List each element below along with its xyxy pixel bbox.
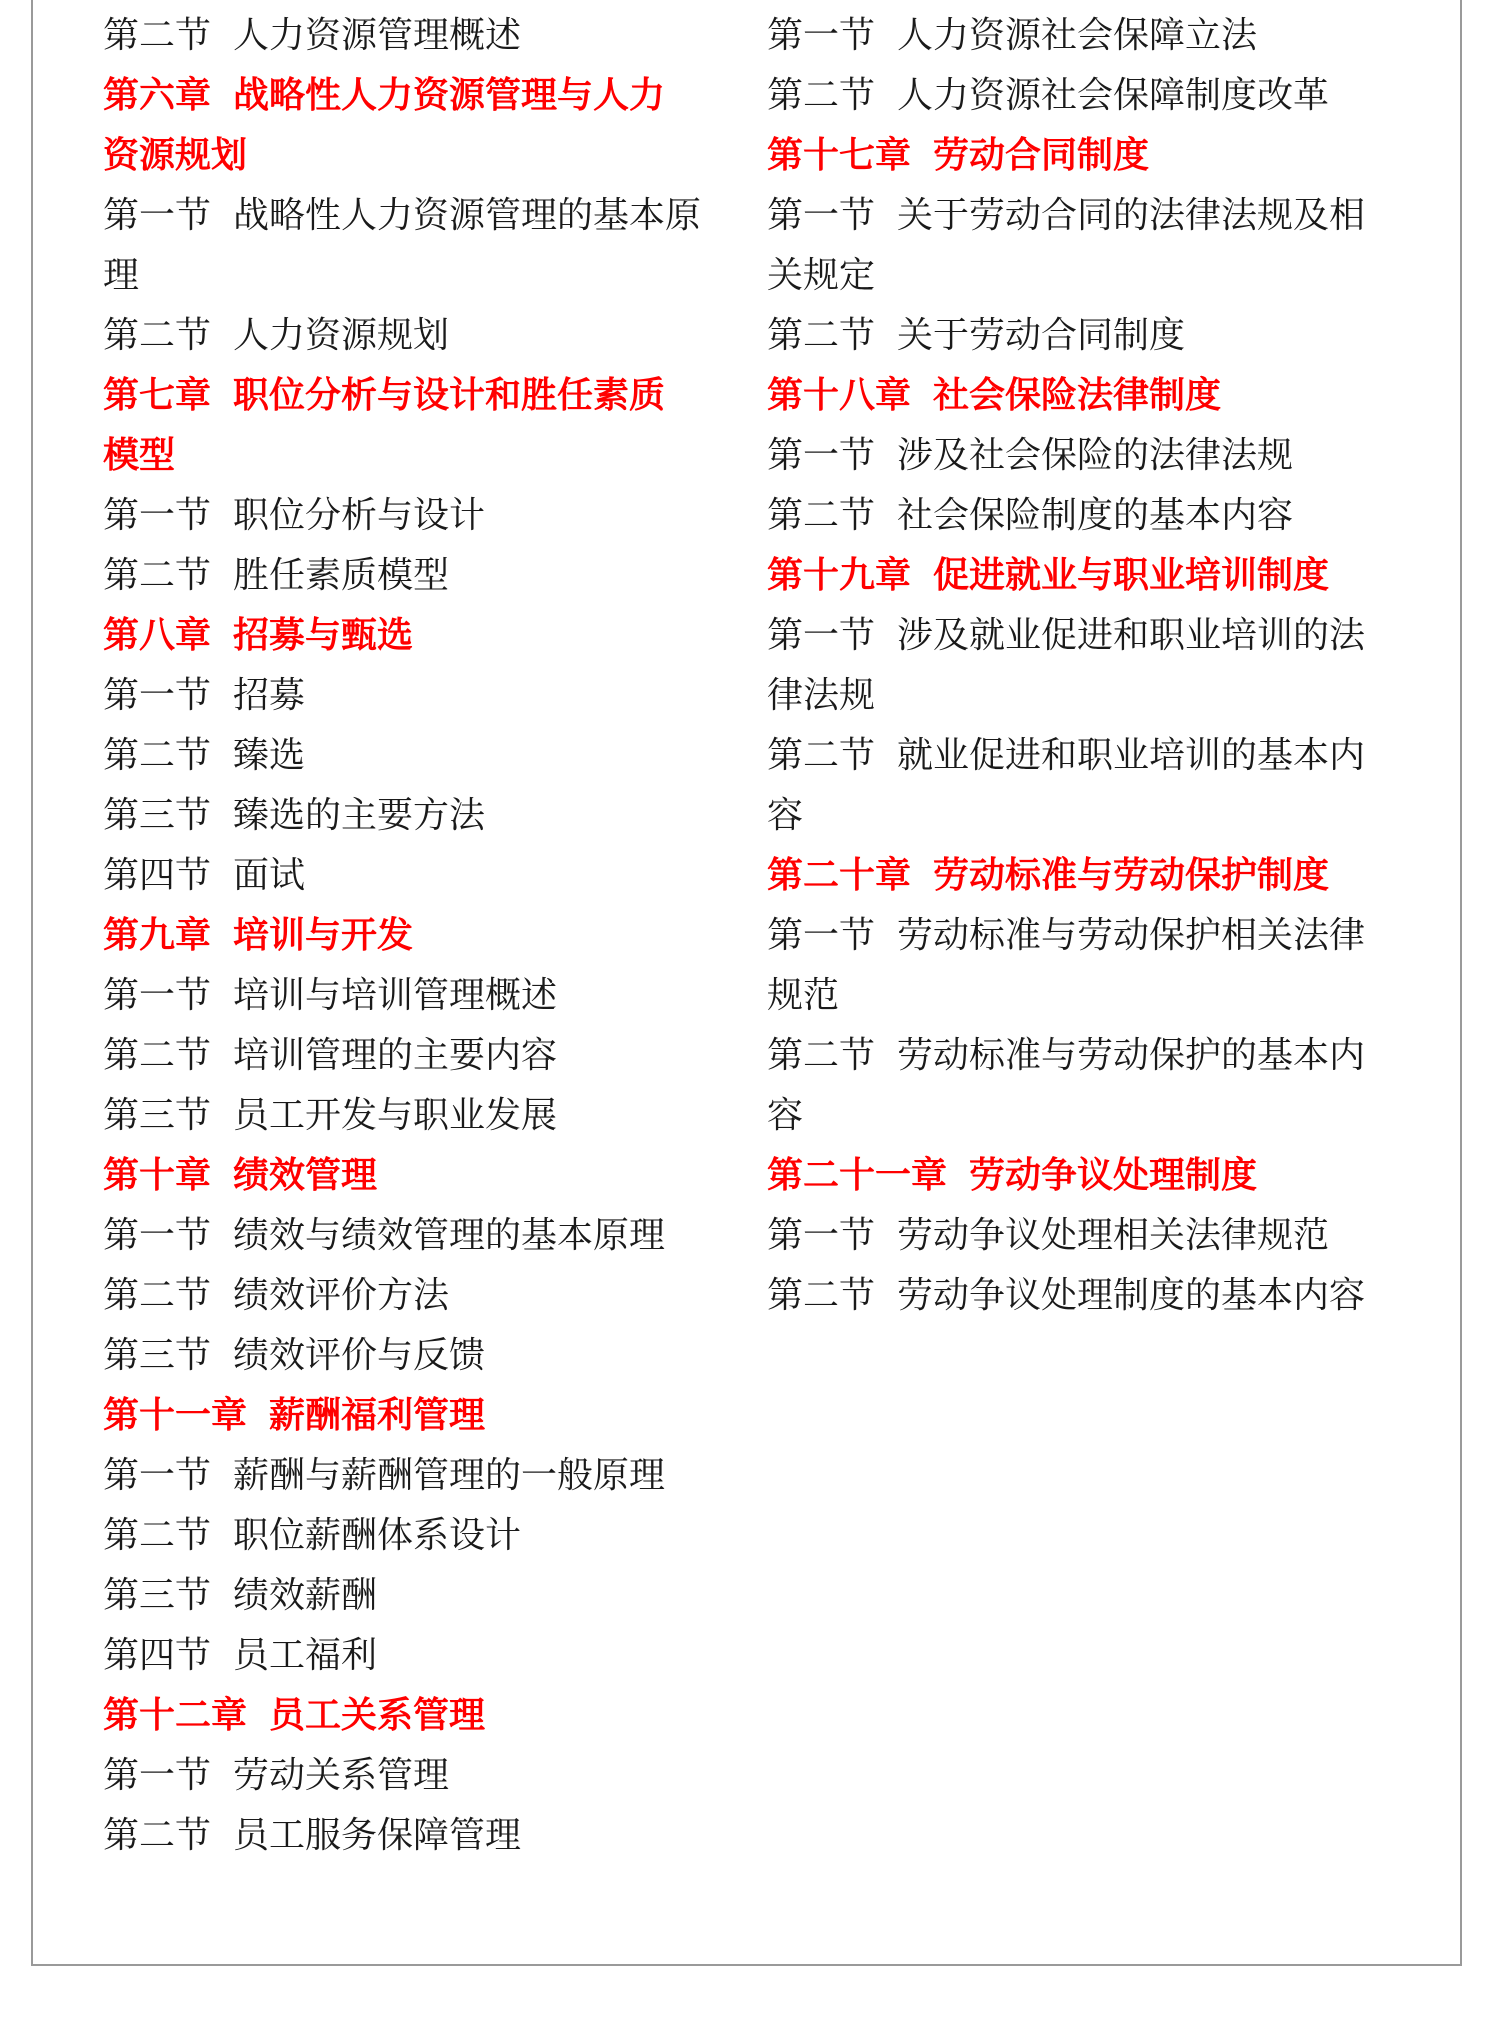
chapter-title: 战略性人力资源管理与人力: [233, 75, 666, 116]
section-number: 第一节: [103, 1755, 212, 1796]
toc-section-entry: [103, 1266, 733, 1326]
toc-chapter-heading: [767, 846, 1407, 906]
toc-section-entry: [103, 1806, 733, 1866]
section-number: 第一节: [767, 615, 876, 656]
chapter-number: 第十八章: [767, 375, 912, 416]
section-number: 第一节: [103, 1455, 212, 1496]
section-number: 第二节: [767, 495, 876, 536]
toc-chapter-heading: [103, 66, 733, 126]
chapter-title: 模型: [103, 435, 176, 476]
section-title: 绩效评价方法: [233, 1275, 450, 1316]
chapter-title: 职位分析与设计和胜任素质: [233, 375, 666, 416]
toc-section-entry: [103, 1746, 733, 1806]
toc-chapter-heading: [767, 546, 1407, 606]
section-title: 职位薪酬体系设计: [233, 1515, 522, 1556]
section-title: 劳动关系管理: [233, 1755, 450, 1796]
toc-section-entry: [767, 486, 1407, 546]
toc-chapter-heading: [103, 1686, 733, 1746]
toc-chapter-heading: [103, 426, 733, 486]
chapter-number: 第十一章: [103, 1395, 248, 1436]
section-title: 绩效评价与反馈: [233, 1335, 486, 1376]
section-number: 第一节: [103, 675, 212, 716]
section-number: 第三节: [103, 1575, 212, 1616]
section-title: 劳动标准与劳动保护相关法律: [897, 915, 1366, 956]
toc-section-entry: [103, 666, 733, 726]
toc-section-entry: [103, 1446, 733, 1506]
chapter-number: 第十章: [103, 1155, 212, 1196]
section-title: 人力资源规划: [233, 315, 450, 356]
chapter-number: 第八章: [103, 615, 212, 656]
section-title: 容: [767, 1095, 804, 1136]
section-title: 社会保险制度的基本内容: [897, 495, 1294, 536]
toc-section-entry: [103, 966, 733, 1026]
toc-section-entry: [103, 306, 733, 366]
section-title: 战略性人力资源管理的基本原: [233, 195, 702, 236]
toc-section-entry: [767, 66, 1407, 126]
toc-chapter-heading: [103, 366, 733, 426]
section-number: 第一节: [103, 195, 212, 236]
toc-section-entry: [103, 6, 733, 66]
section-title: 绩效薪酬: [233, 1575, 378, 1616]
toc-section-entry: [103, 1086, 733, 1146]
toc-chapter-heading: [767, 126, 1407, 186]
section-title: 关于劳动合同的法律法规及相: [897, 195, 1366, 236]
toc-section-entry: [103, 1206, 733, 1266]
section-title: 人力资源管理概述: [233, 15, 522, 56]
section-number: 第一节: [767, 15, 876, 56]
toc-chapter-heading: [103, 906, 733, 966]
section-number: 第二节: [103, 1515, 212, 1556]
toc-chapter-heading: [767, 1146, 1407, 1206]
chapter-title: 劳动争议处理制度: [969, 1155, 1258, 1196]
section-title: 臻选的主要方法: [233, 795, 486, 836]
toc-section-entry: [767, 6, 1407, 66]
section-title: 培训管理的主要内容: [233, 1035, 558, 1076]
section-title: 绩效与绩效管理的基本原理: [233, 1215, 666, 1256]
chapter-number: 第十九章: [767, 555, 912, 596]
section-number: 第二节: [103, 1035, 212, 1076]
section-number: 第三节: [103, 795, 212, 836]
toc-chapter-heading: [103, 126, 733, 186]
chapter-title: 薪酬福利管理: [269, 1395, 486, 1436]
section-number: 第一节: [767, 195, 876, 236]
toc-section-entry: [103, 1326, 733, 1386]
section-number: 第一节: [767, 435, 876, 476]
section-number: 第一节: [103, 975, 212, 1016]
toc-section-entry: [103, 786, 733, 846]
section-title: 招募: [233, 675, 306, 716]
section-number: 第二节: [103, 1275, 212, 1316]
section-number: 第一节: [103, 495, 212, 536]
section-title: 涉及社会保险的法律法规: [897, 435, 1294, 476]
toc-section-entry: [103, 486, 733, 546]
section-number: 第三节: [103, 1335, 212, 1376]
section-title: 规范: [767, 975, 840, 1016]
section-title: 理: [103, 255, 140, 296]
chapter-number: 第六章: [103, 75, 212, 116]
toc-section-entry: [767, 606, 1407, 666]
section-title: 劳动标准与劳动保护的基本内: [897, 1035, 1366, 1076]
toc-section-entry: [767, 666, 1407, 726]
section-title: 胜任素质模型: [233, 555, 450, 596]
section-title: 律法规: [767, 675, 876, 716]
section-title: 关规定: [767, 255, 876, 296]
toc-section-entry: [767, 1206, 1407, 1266]
toc-section-entry: [767, 906, 1407, 966]
toc-section-entry: [103, 846, 733, 906]
chapter-number: 第二十章: [767, 855, 912, 896]
section-title: 人力资源社会保障制度改革: [897, 75, 1330, 116]
section-number: 第二节: [767, 1035, 876, 1076]
toc-section-entry: [103, 726, 733, 786]
section-title: 员工开发与职业发展: [233, 1095, 558, 1136]
toc-section-entry: [103, 1566, 733, 1626]
section-number: 第二节: [103, 555, 212, 596]
section-title: 臻选: [233, 735, 306, 776]
chapter-title: 促进就业与职业培训制度: [933, 555, 1330, 596]
toc-section-entry: [767, 1026, 1407, 1086]
section-title: 员工福利: [233, 1635, 378, 1676]
section-title: 涉及就业促进和职业培训的法: [897, 615, 1366, 656]
section-number: 第二节: [103, 15, 212, 56]
chapter-number: 第二十一章: [767, 1155, 948, 1196]
toc-section-entry: [767, 1266, 1407, 1326]
toc-section-entry: [103, 546, 733, 606]
section-number: 第二节: [103, 315, 212, 356]
chapter-number: 第七章: [103, 375, 212, 416]
section-title: 员工服务保障管理: [233, 1815, 522, 1856]
section-number: 第四节: [103, 1635, 212, 1676]
section-title: 面试: [233, 855, 306, 896]
toc-section-entry: [767, 246, 1407, 306]
chapter-title: 绩效管理: [233, 1155, 378, 1196]
chapter-number: 第十二章: [103, 1695, 248, 1736]
section-number: 第一节: [767, 1215, 876, 1256]
section-number: 第二节: [767, 1275, 876, 1316]
toc-right-column: [767, 6, 1407, 1326]
toc-section-entry: [767, 426, 1407, 486]
section-number: 第二节: [103, 735, 212, 776]
toc-chapter-heading: [767, 366, 1407, 426]
section-number: 第二节: [767, 315, 876, 356]
toc-section-entry: [767, 306, 1407, 366]
section-title: 薪酬与薪酬管理的一般原理: [233, 1455, 666, 1496]
section-title: 劳动争议处理制度的基本内容: [897, 1275, 1366, 1316]
toc-chapter-heading: [103, 606, 733, 666]
section-title: 培训与培训管理概述: [233, 975, 558, 1016]
chapter-title: 劳动合同制度: [933, 135, 1150, 176]
chapter-number: 第九章: [103, 915, 212, 956]
toc-section-entry: [767, 786, 1407, 846]
toc-section-entry: [767, 966, 1407, 1026]
chapter-title: 社会保险法律制度: [933, 375, 1222, 416]
toc-chapter-heading: [103, 1386, 733, 1446]
toc-section-entry: [103, 186, 733, 246]
toc-section-entry: [767, 1086, 1407, 1146]
section-number: 第一节: [767, 915, 876, 956]
toc-left-column: [103, 6, 733, 1866]
chapter-title: 劳动标准与劳动保护制度: [933, 855, 1330, 896]
chapter-number: 第十七章: [767, 135, 912, 176]
section-title: 人力资源社会保障立法: [897, 15, 1258, 56]
section-number: 第二节: [767, 735, 876, 776]
toc-section-entry: [767, 726, 1407, 786]
section-number: 第四节: [103, 855, 212, 896]
toc-section-entry: [103, 1626, 733, 1686]
toc-section-entry: [103, 1506, 733, 1566]
section-number: 第二节: [767, 75, 876, 116]
section-number: 第三节: [103, 1095, 212, 1136]
toc-section-entry: [103, 246, 733, 306]
section-title: 关于劳动合同制度: [897, 315, 1186, 356]
chapter-title: 培训与开发: [233, 915, 414, 956]
section-title: 容: [767, 795, 804, 836]
section-title: 职位分析与设计: [233, 495, 486, 536]
section-title: 就业促进和职业培训的基本内: [897, 735, 1366, 776]
section-title: 劳动争议处理相关法律规范: [897, 1215, 1330, 1256]
chapter-title: 员工关系管理: [269, 1695, 486, 1736]
section-number: 第二节: [103, 1815, 212, 1856]
chapter-title: 招募与甄选: [233, 615, 414, 656]
toc-chapter-heading: [103, 1146, 733, 1206]
chapter-title: 资源规划: [103, 135, 248, 176]
toc-section-entry: [767, 186, 1407, 246]
section-number: 第一节: [103, 1215, 212, 1256]
toc-section-entry: [103, 1026, 733, 1086]
